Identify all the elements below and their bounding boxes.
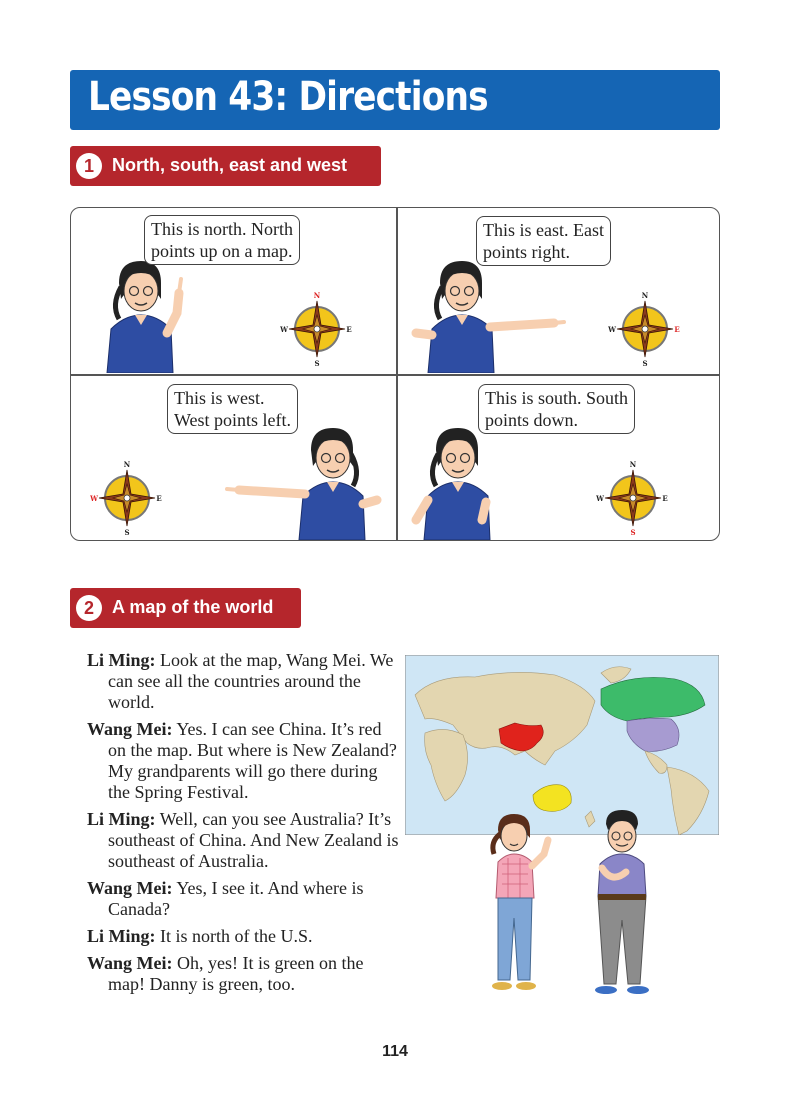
compass-rose-north — [279, 288, 359, 370]
compass-s-label: S — [314, 359, 320, 368]
dialogue-line — [87, 926, 402, 947]
compass-n-label: N — [313, 291, 321, 300]
bubble-west-line2: West points left. — [174, 410, 292, 430]
dialogue-text: Oh, yes! It is green on the map! Danny is green, too. — [108, 953, 364, 994]
speaker-name: Li Ming: — [87, 809, 156, 829]
compass-n-label: N — [629, 460, 637, 469]
students-figures — [486, 808, 656, 1000]
dialogue-line — [87, 878, 402, 920]
speech-bubble-south — [478, 384, 635, 434]
section-2-header — [70, 588, 301, 628]
dialogue-text: Well, can you see Australia? It’s southeast of China. And New Zealand is southeast of Australia. — [108, 809, 399, 871]
bubble-east-line1: This is east. East — [483, 220, 604, 240]
panel-divider-horizontal — [71, 374, 719, 376]
bubble-west-line1: This is west. — [174, 388, 265, 408]
section-2-number: 2 — [76, 595, 102, 621]
dialogue-line — [87, 953, 402, 995]
speaker-name: Wang Mei: — [87, 719, 173, 739]
compass-e-label: E — [156, 494, 162, 503]
speaker-name: Wang Mei: — [87, 953, 173, 973]
compass-s-label: S — [124, 528, 130, 537]
dialogue-text: It is north of the U.S. — [160, 926, 313, 946]
section-1-number: 1 — [76, 153, 102, 179]
compass-w-label: W — [90, 494, 98, 503]
dialogue-text: Yes. I can see China. It’s red on the map. But where is New Zealand? My grandparents will go there during the Spring Festival. — [108, 719, 397, 802]
teacher-pointing-down-figure — [406, 420, 506, 540]
section-2-heading: A map of the world — [112, 597, 274, 617]
bubble-south-line1: This is south. South — [485, 388, 629, 408]
teacher-pointing-right-figure — [406, 253, 566, 373]
section-1-header — [70, 146, 381, 186]
bubble-south-line2: points down. — [485, 410, 579, 430]
compass-n-label: N — [641, 291, 649, 300]
section-1-heading: North, south, east and west — [112, 155, 348, 175]
compass-w-label: W — [608, 325, 616, 334]
compass-n-label: N — [123, 460, 131, 469]
bubble-north-line1: This is north. North — [151, 219, 293, 239]
compass-s-label: S — [642, 359, 648, 368]
bubble-north-line2: points up on a map. — [151, 241, 293, 261]
teacher-pointing-up-figure — [89, 253, 189, 373]
compass-rose-west — [89, 457, 169, 539]
bubble-east-line2: points right. — [483, 242, 571, 262]
compass-e-label: E — [662, 494, 668, 503]
speaker-name: Wang Mei: — [87, 878, 173, 898]
compass-w-label: W — [280, 325, 288, 334]
directions-panels — [70, 207, 720, 541]
teacher-pointing-left-figure — [221, 420, 386, 540]
speech-bubble-north — [144, 215, 300, 265]
page-number: 114 — [382, 1043, 408, 1060]
speaker-name: Li Ming: — [87, 926, 156, 946]
compass-w-label: W — [596, 494, 604, 503]
dialogue-text: Yes, I see it. And where is Canada? — [108, 878, 364, 919]
compass-rose-east — [607, 288, 687, 370]
dialogue-line — [87, 719, 402, 803]
dialogue — [87, 650, 402, 1001]
lesson-title: Lesson 43: Directions — [88, 74, 488, 120]
compass-rose-south — [595, 457, 675, 539]
dialogue-text: Look at the map, Wang Mei. We can see all the countries around the world. — [108, 650, 394, 712]
dialogue-line — [87, 650, 402, 713]
dialogue-line — [87, 809, 402, 872]
compass-s-label: S — [630, 528, 636, 537]
compass-e-label: E — [674, 325, 680, 334]
lesson-title-bar — [70, 70, 720, 130]
speaker-name: Li Ming: — [87, 650, 156, 670]
speech-bubble-east — [476, 216, 611, 266]
compass-e-label: E — [346, 325, 352, 334]
